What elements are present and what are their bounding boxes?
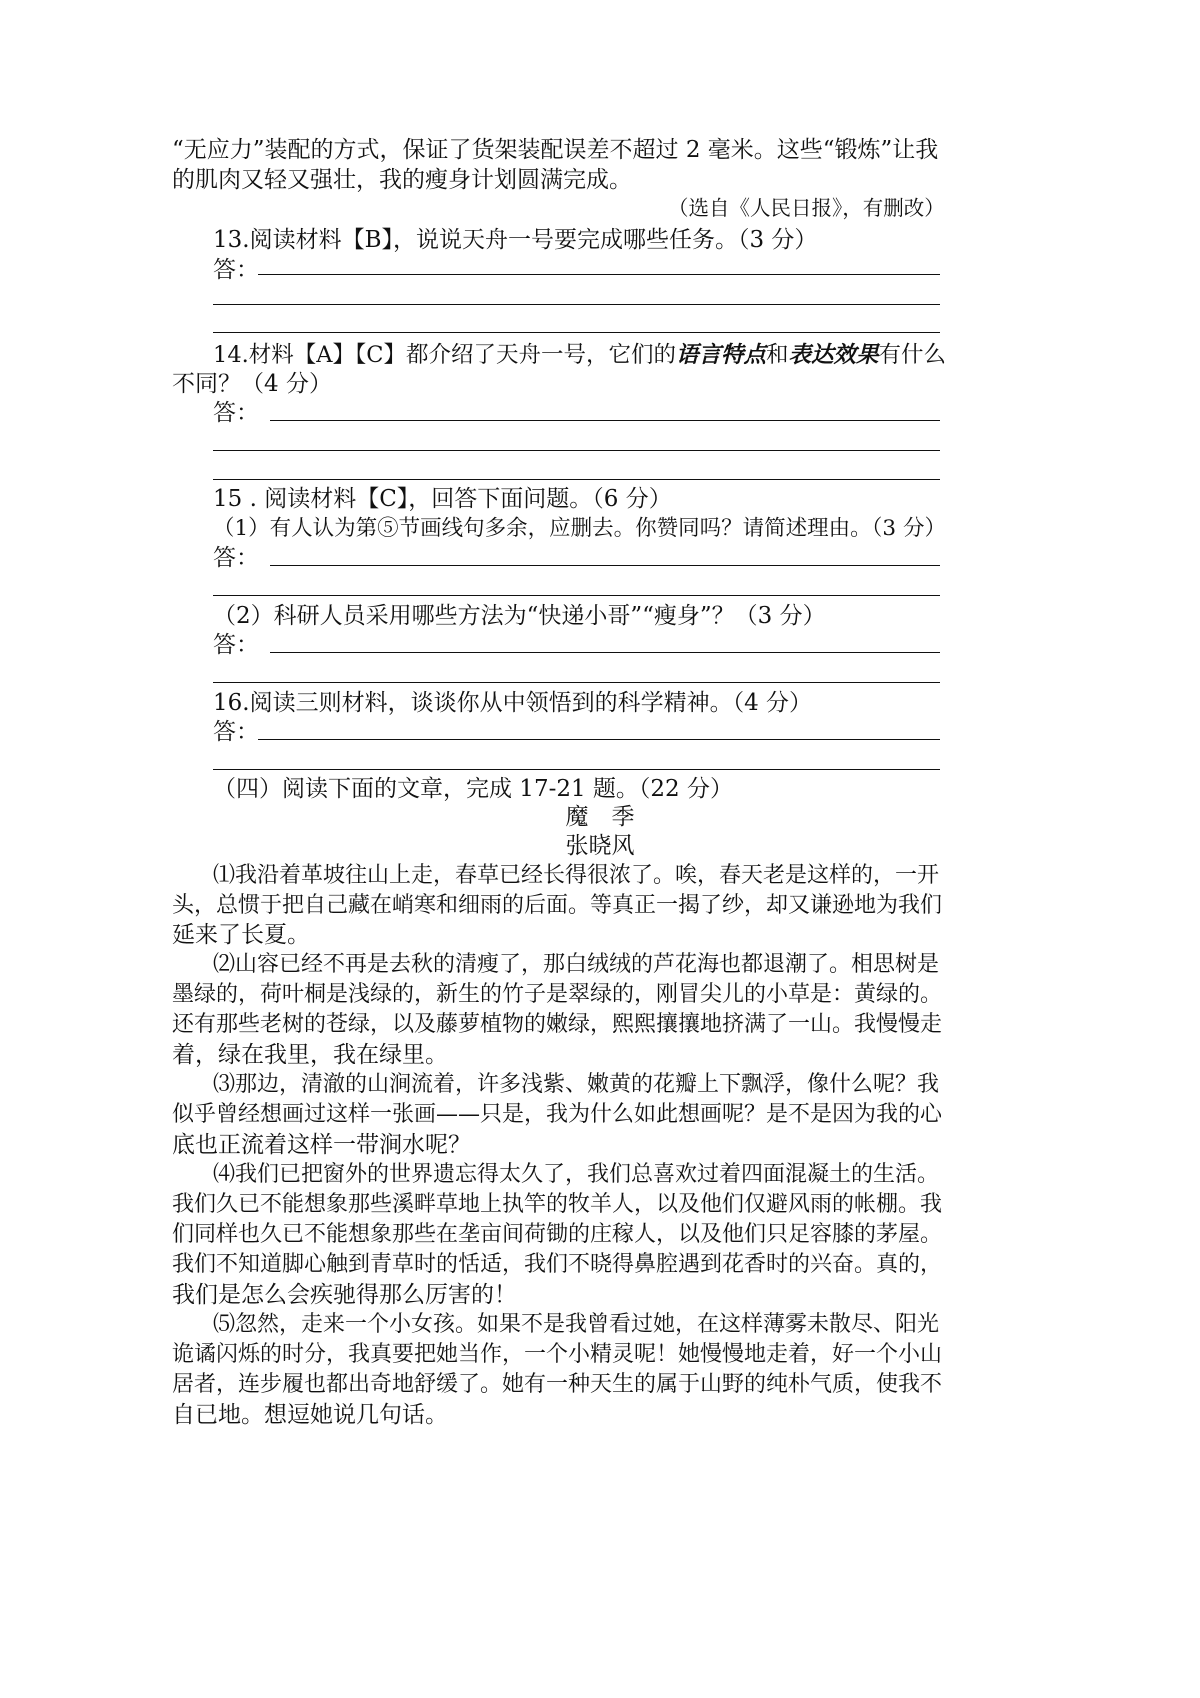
question-13: 13.阅读材料【B】，说说天舟一号要完成哪些任务。（3 分） xyxy=(213,227,818,253)
q14-answer-label: 答： xyxy=(213,400,259,426)
section-4-heading: （四）阅读下面的文章，完成 17-21 题。（22 分） xyxy=(213,776,734,802)
paragraph-3-line: ⑶那边，清澈的山涧流着，许多浅紫、嫩黄的花瓣上下飘浮，像什么呢？我 xyxy=(213,1072,940,1097)
paragraph-4-line: 我们是怎么会疾驰得那么厉害的！ xyxy=(172,1282,517,1308)
q16-answer-line-1[interactable] xyxy=(258,739,940,740)
q16-answer-label: 答： xyxy=(213,719,259,745)
question-14-line-1 xyxy=(213,340,946,370)
paragraph-2-line: 着，绿在我里，我在绿里。 xyxy=(172,1042,448,1068)
q15-sub2-answer-line-1[interactable] xyxy=(270,652,940,653)
q13-answer-label: 答： xyxy=(213,257,259,283)
paragraph-5-line: ⑸忽然，走来一个小女孩。如果不是我曾看过她，在这样薄雾未散尽、阳光 xyxy=(213,1312,940,1337)
question-15-sub-1: （1）有人认为第⑤节画线句多余，应删去。你赞同吗？请简述理由。（3 分） xyxy=(213,516,946,541)
paragraph-1-line: 头，总惯于把自己藏在峭寒和细雨的后面。等真正一揭了纱，却又谦逊地为我们 xyxy=(172,893,943,918)
paragraph-5-line: 自已地。想逗她说几句话。 xyxy=(172,1402,448,1428)
paragraph-3-line: 似乎曾经想画过这样一张画——只是，我为什么如此想画呢？是不是因为我的心 xyxy=(172,1102,943,1127)
q14-emphasis-effect: 表达效果 xyxy=(788,342,879,368)
q13-answer-line-2[interactable] xyxy=(213,304,940,305)
q15-sub1-answer-line-1[interactable] xyxy=(270,565,940,566)
q15-sub1-answer-label: 答： xyxy=(213,545,259,571)
q13-answer-line-1[interactable] xyxy=(258,274,940,275)
paragraph-3-line: 底也正流着这样一带涧水呢？ xyxy=(172,1132,471,1158)
paragraph-4-line: 们同样也久已不能想象那些在垄亩间荷锄的庄稼人，以及他们只足容膝的茅屋。 xyxy=(172,1222,943,1247)
paragraph-1-line: ⑴我沿着革坡往山上走，春草已经长得很浓了。唉，春天老是这样的，一开 xyxy=(213,863,940,888)
paragraph-2-line: 还有那些老树的苍绿，以及藤萝植物的嫩绿，熙熙攘攘地挤满了一山。我慢慢走 xyxy=(172,1012,943,1037)
paragraph-2-line: 墨绿的，荷叶桐是浅绿的，新生的竹子是翠绿的，刚冒尖儿的小草是：黄绿的。 xyxy=(172,982,943,1007)
paragraph-5-line: 诡谲闪烁的时分，我真要把她当作，一个小精灵呢！她慢慢地走着，好一个小山 xyxy=(172,1342,943,1367)
question-15: 15 . 阅读材料【C】，回答下面问题。（6 分） xyxy=(213,486,672,512)
q13-answer-line-3[interactable] xyxy=(213,332,940,333)
article-title: 魔 季 xyxy=(565,804,635,830)
paragraph-1-line: 延来了长夏。 xyxy=(172,922,310,948)
q15-sub2-answer-label: 答： xyxy=(213,632,259,658)
q15-sub1-answer-line-2[interactable] xyxy=(213,595,940,596)
q14-part1: 14.材料【A】【C】都介绍了天舟一号，它们的 xyxy=(213,342,676,368)
paragraph-4-line: ⑷我们已把窗外的世界遗忘得太久了，我们总喜欢过着四面混凝土的生活。 xyxy=(213,1162,940,1187)
question-15-sub-2: （2）科研人员采用哪些方法为“快递小哥”“瘦身”？（3 分） xyxy=(213,603,826,629)
q14-answer-line-1[interactable] xyxy=(270,420,940,421)
q14-emphasis-language: 语言特点 xyxy=(676,342,767,368)
q14-part2: 有什么 xyxy=(878,342,947,368)
intro-line-1: “无应力”装配的方式，保证了货架装配误差不超过 2 毫米。这些“锻炼”让我 xyxy=(172,137,939,163)
question-16: 16.阅读三则材料，谈谈你从中领悟到的科学精神。（4 分） xyxy=(213,690,813,716)
q14-answer-line-3[interactable] xyxy=(213,479,940,480)
intro-line-2: 的肌肉又轻又强壮，我的瘦身计划圆满完成。 xyxy=(172,167,632,193)
paragraph-4-line: 我们不知道脚心触到青草时的恬适，我们不晓得鼻腔遇到花香时的兴奋。真的， xyxy=(172,1252,943,1277)
article-author: 张晓风 xyxy=(565,833,635,859)
paragraph-4-line: 我们久已不能想象那些溪畔草地上执竿的牧羊人，以及他们仅避风雨的帐棚。我 xyxy=(172,1192,943,1217)
source-citation: （选自《人民日报》，有删改） xyxy=(668,196,945,220)
q14-answer-line-2[interactable] xyxy=(213,450,940,451)
question-14-line-2: 不同？（4 分） xyxy=(172,371,332,397)
paragraph-5-line: 居者，连步履也都出奇地舒缓了。她有一种天生的属于山野的纯朴气质，使我不 xyxy=(172,1372,943,1397)
q15-sub2-answer-line-2[interactable] xyxy=(213,682,940,683)
q16-answer-line-2[interactable] xyxy=(213,769,940,770)
paragraph-2-line: ⑵山容已经不再是去秋的清瘦了，那白绒绒的芦花海也都退潮了。相思树是 xyxy=(213,952,940,977)
q14-mid: 和 xyxy=(766,342,789,368)
